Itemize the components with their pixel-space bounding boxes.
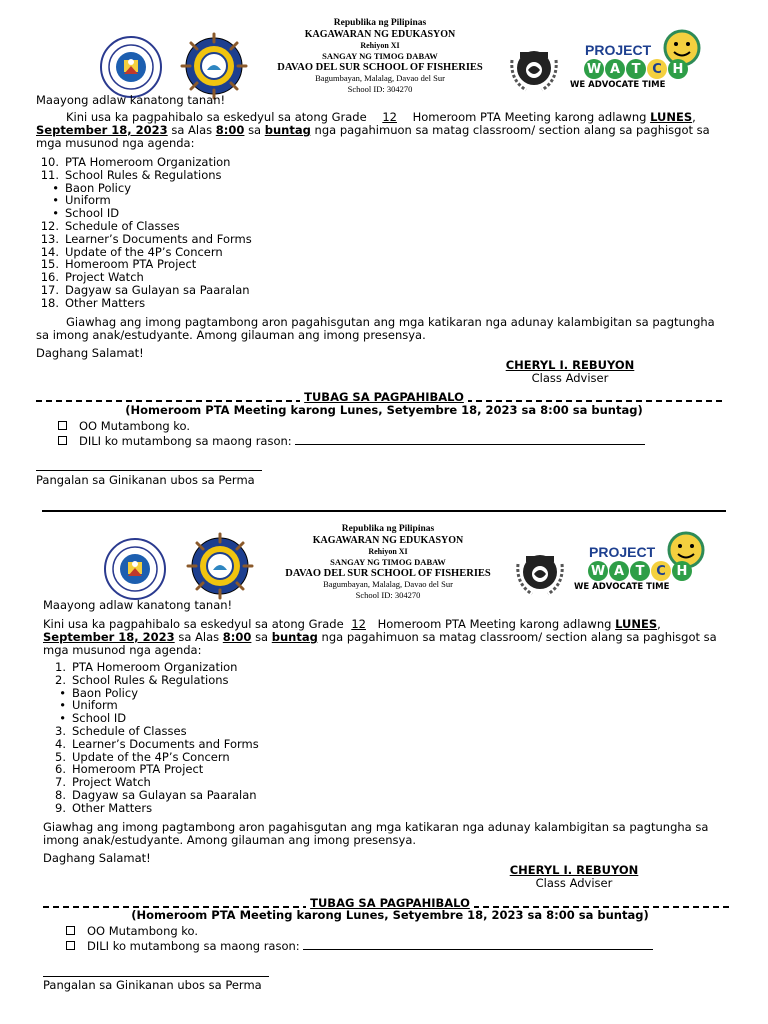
- body-text: sa: [255, 630, 269, 644]
- notice-sheet-bottom: [0, 506, 768, 1018]
- list-item: 12. Schedule of Classes: [40, 218, 180, 233]
- reply-subtitle: (Homeroom PTA Meeting karong Lunes, Setyembre 18, 2023 sa 8:00 sa buntag): [125, 403, 643, 417]
- list-item: 11. School Rules & Regulations: [40, 167, 222, 182]
- list-item: • Baon Policy: [59, 685, 138, 700]
- watch-letter: H: [672, 561, 692, 581]
- body-text: Homeroom PTA Meeting karong adlawng: [412, 110, 647, 124]
- body-text: ,: [657, 617, 661, 631]
- watch-letter: C: [647, 59, 667, 79]
- watch-tagline: WE ADVOCATE TIME: [570, 80, 666, 90]
- republic-line: Republika ng Pilipinas: [333, 18, 427, 28]
- closing-paragraph: Giawhag ang imong pagtambong aron pagahisgutan ang mga katikaran nga adunay kalambigitan sa pagtungha sa imong anak/estudyante. Among gilauman ang imong presensya.: [43, 820, 709, 847]
- school-name: DAVAO DEL SUR SCHOOL OF FISHERIES: [285, 568, 491, 579]
- body-text: sa Alas: [178, 630, 220, 644]
- reply-title: TUBAG SA PAGPAHIBALO: [306, 896, 474, 910]
- notice-paragraph: [36, 111, 716, 150]
- signature-block: [494, 864, 654, 890]
- list-item: • Uniform: [52, 193, 111, 208]
- body-text: nga pagahimuon sa matag classroom/ section alang sa paghisgot sa mga musunod nga agenda:: [36, 123, 710, 150]
- school-badge-icon: [512, 544, 568, 600]
- letterhead: [230, 18, 530, 95]
- option-label: OO Mutambong ko.: [79, 419, 191, 433]
- division-line: SANGAY NG TIMOG DABAW: [322, 51, 438, 61]
- body-text: nga pagahimuon sa matag classroom/ section alang sa paghisgot sa mga musunod nga agenda:: [43, 630, 717, 657]
- list-item: 14. Update of the 4P’s Concern: [40, 244, 223, 259]
- list-item: 17. Dagyaw sa Gulayan sa Paaralan: [40, 282, 250, 297]
- school-id: School ID: 304270: [355, 590, 421, 600]
- signature-label: Pangalan sa Ginikanan ubos sa Perma: [43, 978, 262, 992]
- checkbox[interactable]: [58, 436, 67, 445]
- option-no[interactable]: [66, 939, 653, 953]
- day-value: LUNES: [650, 110, 693, 124]
- option-label: DILI ko mutambong sa maong rason:: [79, 434, 292, 448]
- school-name: DAVAO DEL SUR SCHOOL OF FISHERIES: [277, 62, 483, 73]
- list-item: 5. Update of the 4P’s Concern: [55, 749, 230, 764]
- day-value: LUNES: [615, 617, 658, 631]
- letterhead: [238, 524, 538, 601]
- list-item: • School ID: [59, 711, 127, 726]
- list-item: • Baon Policy: [52, 180, 131, 195]
- date-value: September 18, 2023: [43, 630, 175, 644]
- region-line: Rehiyon XI: [360, 41, 400, 50]
- body-text: Kini usa ka pagpahibalo sa eskedyul sa atong Grade: [43, 617, 344, 631]
- reason-field[interactable]: [295, 434, 645, 445]
- watch-letter: A: [609, 561, 629, 581]
- watch-letter: W: [588, 561, 608, 581]
- republic-line: Republika ng Pilipinas: [341, 524, 435, 534]
- checkbox[interactable]: [66, 941, 75, 950]
- deped-seal-icon: [100, 36, 162, 98]
- signature-line[interactable]: [36, 470, 262, 471]
- checkbox[interactable]: [58, 421, 67, 430]
- watch-letters: [584, 59, 688, 79]
- department-line: KAGAWARAN NG EDUKASYON: [312, 535, 464, 546]
- project-word: PROJECT: [589, 544, 656, 560]
- date-value: September 18, 2023: [36, 123, 168, 137]
- agenda-list: [43, 661, 259, 815]
- option-yes[interactable]: [58, 420, 190, 433]
- signature-block: [490, 359, 650, 385]
- body-text: sa Alas: [171, 123, 213, 137]
- list-item: 6. Homeroom PTA Project: [55, 762, 204, 777]
- body-text: sa: [248, 123, 262, 137]
- thanks: Daghang Salamat!: [43, 851, 151, 865]
- watch-letter: H: [668, 59, 688, 79]
- signature-label: Pangalan sa Ginikanan ubos sa Perma: [36, 473, 255, 487]
- list-item: 8. Dagyaw sa Gulayan sa Paaralan: [55, 787, 257, 802]
- school-address: Bagumbayan, Malalag, Davao del Sur: [315, 73, 445, 83]
- project-watch-logo: [572, 530, 712, 592]
- time-value: 8:00: [215, 123, 245, 137]
- period-value: buntag: [271, 630, 318, 644]
- body-text: Kini usa ka pagpahibalo sa eskedyul sa atong Grade: [66, 110, 367, 124]
- reply-title: TUBAG SA PAGPAHIBALO: [300, 390, 468, 404]
- list-item: 3. Schedule of Classes: [55, 723, 187, 738]
- project-watch-logo: [568, 28, 708, 90]
- list-item: 18. Other Matters: [40, 295, 146, 310]
- watch-letter: W: [584, 59, 604, 79]
- watch-tagline: WE ADVOCATE TIME: [574, 582, 670, 592]
- signer-title: Class Adviser: [535, 876, 613, 890]
- greeting: Maayong adlaw kanatong tanan!: [43, 598, 233, 612]
- option-no[interactable]: [58, 434, 645, 448]
- signer-title: Class Adviser: [531, 371, 609, 385]
- watch-letter: A: [605, 59, 625, 79]
- watch-letter: C: [651, 561, 671, 581]
- agenda-list: [36, 156, 252, 310]
- list-item: 9. Other Matters: [55, 800, 153, 815]
- list-item: 2. School Rules & Regulations: [55, 672, 229, 687]
- greeting: Maayong adlaw kanatong tanan!: [36, 93, 226, 107]
- list-item: 4. Learner’s Documents and Forms: [55, 736, 259, 751]
- time-value: 8:00: [222, 630, 252, 644]
- checkbox[interactable]: [66, 926, 75, 935]
- list-item: 10. PTA Homeroom Organization: [40, 155, 231, 169]
- body-text: Homeroom PTA Meeting karong adlawng: [377, 617, 612, 631]
- reason-field[interactable]: [303, 939, 653, 950]
- thanks: Daghang Salamat!: [36, 346, 144, 360]
- option-label: OO Mutambong ko.: [87, 924, 199, 938]
- school-badge-icon: [506, 40, 562, 96]
- body-text: Giawhag ang imong pagtambong aron pagahisgutan ang mga katikaran nga adunay kalambigitan sa pagtungha sa imong anak/estudyante. Among gilauman ang imong presensya.: [36, 315, 715, 342]
- closing-paragraph: [36, 316, 716, 342]
- list-item: • School ID: [52, 206, 120, 221]
- option-label: DILI ko mutambong sa maong rason:: [87, 939, 300, 953]
- list-item: 15. Homeroom PTA Project: [40, 257, 197, 272]
- period-value: buntag: [264, 123, 311, 137]
- option-yes[interactable]: [66, 925, 198, 938]
- deped-seal-icon: [104, 538, 166, 600]
- reply-subtitle: (Homeroom PTA Meeting karong Lunes, Setyembre 18, 2023 sa 8:00 sa buntag): [131, 908, 649, 922]
- body-text: ,: [692, 110, 696, 124]
- watch-letter: T: [630, 561, 650, 581]
- list-item: 7. Project Watch: [55, 775, 151, 790]
- signer-name: CHERYL I. REBUYON: [505, 358, 635, 372]
- grade-value: 12: [351, 617, 366, 631]
- list-item: 13. Learner’s Documents and Forms: [40, 231, 252, 246]
- school-address: Bagumbayan, Malalag, Davao del Sur: [323, 579, 453, 589]
- list-item: • Uniform: [59, 698, 118, 713]
- department-line: KAGAWARAN NG EDUKASYON: [304, 29, 456, 40]
- notice-paragraph: [43, 618, 723, 657]
- list-item: 16. Project Watch: [40, 270, 144, 285]
- school-id: School ID: 304270: [347, 84, 413, 94]
- watch-letters: [588, 561, 692, 581]
- division-line: SANGAY NG TIMOG DABAW: [330, 557, 446, 567]
- signature-line[interactable]: [43, 976, 269, 977]
- project-word: PROJECT: [585, 42, 652, 58]
- grade-value: 12: [382, 110, 397, 124]
- watch-letter: T: [626, 59, 646, 79]
- list-item: 1. PTA Homeroom Organization: [55, 660, 238, 674]
- signer-name: CHERYL I. REBUYON: [509, 863, 639, 877]
- region-line: Rehiyon XI: [368, 547, 408, 556]
